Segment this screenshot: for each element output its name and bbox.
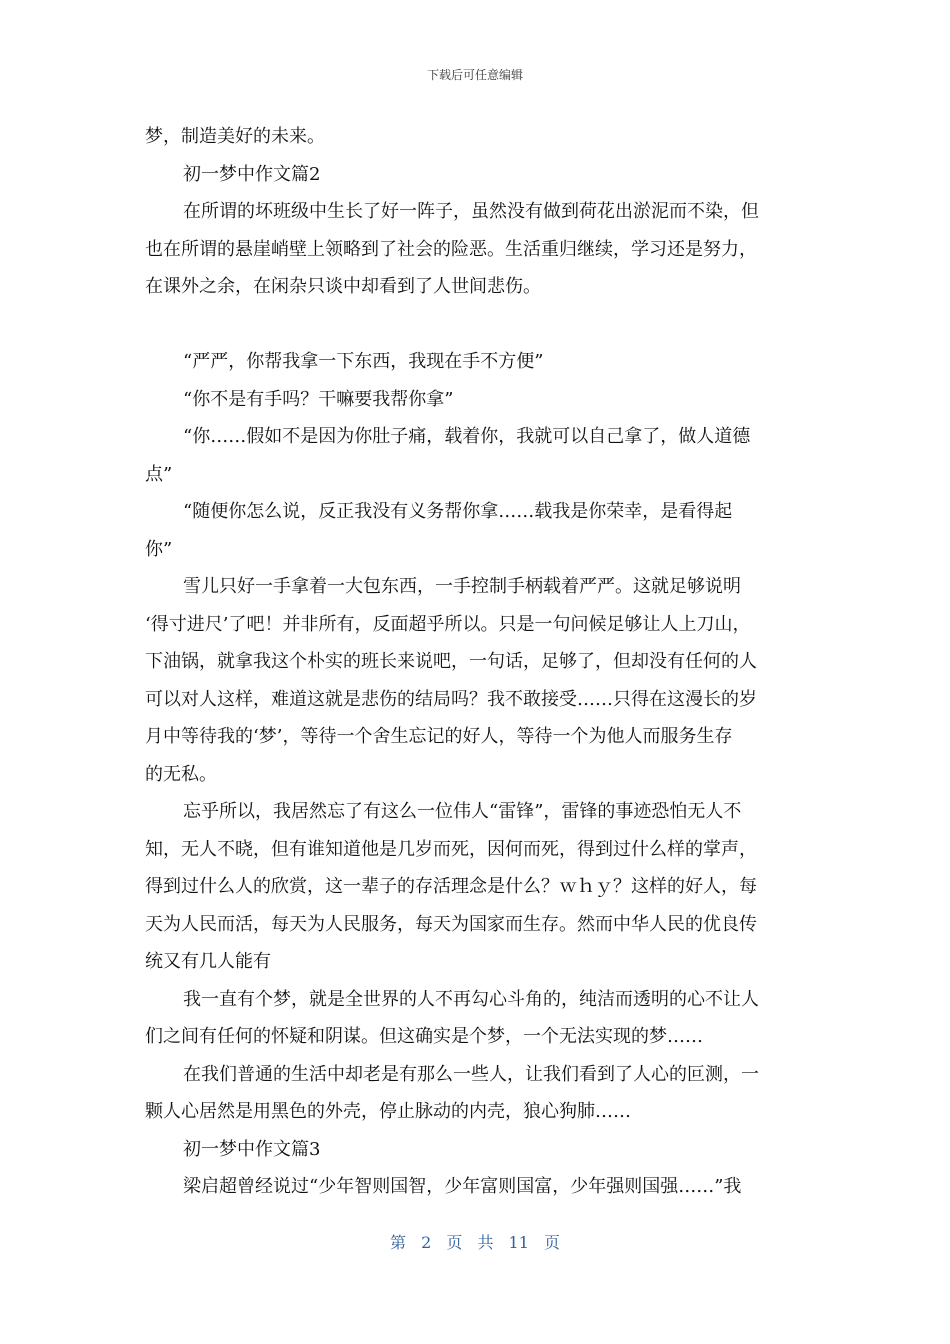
text-line: 颗人心居然是用黑色的外壳，停止脉动的内壳，狼心狗肺…… [145, 1101, 631, 1122]
text-line: “你不是有手吗？干嘛要我帮你拿” [183, 388, 454, 410]
text-line: “严严，你帮我拿一下东西，我现在手不方便” [183, 351, 544, 372]
text-line: 你” [145, 538, 173, 560]
text-line: 忘乎所以，我居然忘了有这么一位伟人“雷锋”，雷锋的事迹恐怕无人不 [183, 801, 742, 822]
text-line: 月中等待我的‘梦’，等待一个舍生忘记的好人，等待一个为他人而服务生存 [145, 726, 733, 747]
text-line: 在课外之余，在闲杂只谈中却看到了人世间悲伤。 [145, 276, 541, 297]
text-line: 们之间有任何的怀疑和阴谋。但这确实是个梦，一个无法实现的梦…… [145, 1026, 703, 1047]
text-line: 的无私。 [145, 763, 217, 785]
text-line: 知，无人不晓，但有谁知道他是几岁而死，因何而死，得到过什么样的掌声， [145, 838, 757, 860]
text-line: 我一直有个梦，就是全世界的人不再勾心斗角的，纯洁而透明的心不让人 [183, 988, 759, 1010]
text-line: “随便你怎么说，反正我没有义务帮你拿……载我是你荣幸，是看得起 [183, 501, 733, 522]
document-body [145, 118, 810, 1206]
text-line: 初一梦中作文篇2 [183, 163, 321, 185]
text-line: “你……假如不是因为你肚子痛，载着你，我就可以自己拿了，做人道德 [183, 426, 751, 447]
text-line: 初一梦中作文篇3 [183, 1138, 321, 1160]
text-line: ‘得寸进尺’了吧！并非所有，反面超乎所以。只是一句问候足够让人上刀山， [145, 613, 751, 635]
text-line: 在所谓的坏班级中生长了好一阵子，虽然没有做到荷花出淤泥而不染，但 [183, 201, 759, 222]
text-line: 点” [145, 463, 173, 485]
text-line: 梁启超曾经说过“少年智则国智，少年富则国富，少年强则国强……”我 [183, 1176, 742, 1197]
text-line: 雪儿只好一手拿着一大包东西，一手控制手柄载着严严。这就足够说明 [183, 576, 741, 597]
text-line: 梦，制造美好的未来。 [145, 126, 325, 147]
text-line: 得到过什么人的欣赏，这一辈子的存活理念是什么？ｗｈｙ？这样的好人，每 [145, 876, 757, 897]
text-line: 在我们普通的生活中却老是有那么一些人，让我们看到了人心的叵测，一 [183, 1063, 759, 1085]
text-line [145, 306, 810, 344]
text-line: 天为人民而活，每天为人民服务，每天为国家而生存。然而中华人民的优良传 [145, 913, 757, 935]
text-line: 也在所谓的悬崖峭壁上领略到了社会的险恶。生活重归继续，学习还是努力， [145, 238, 757, 260]
text-line: 可以对人这样，难道这就是悲伤的结局吗？我不敢接受……只得在这漫长的岁 [145, 688, 757, 710]
page-footer: 第 2 页 共 11 页 [390, 1233, 560, 1252]
page-header: 下载后可任意编辑 [426, 68, 523, 82]
text-line: 下油锅，就拿我这个朴实的班长来说吧，一句话，足够了，但却没有任何的人 [145, 651, 757, 672]
text-line: 统又有几人能有 [145, 951, 271, 972]
